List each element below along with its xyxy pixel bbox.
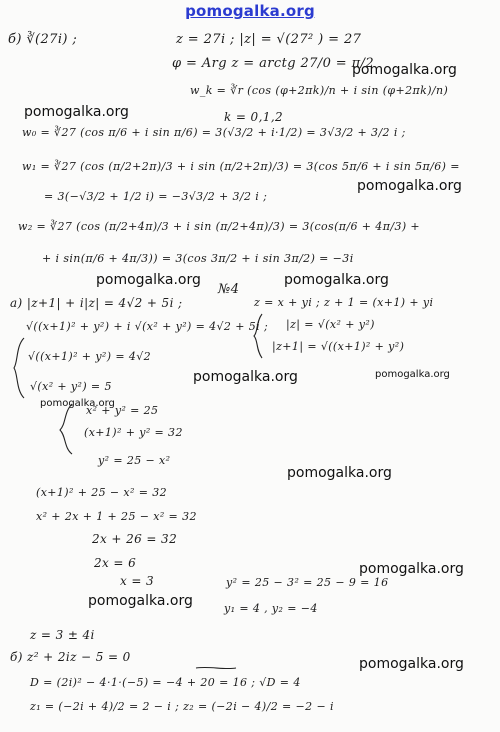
handwritten-line: б) ∛(27i) ;: [8, 32, 78, 47]
underline-stroke: [196, 667, 236, 668]
handwritten-line: б) z² + 2iz − 5 = 0: [10, 650, 131, 664]
handwritten-line: y² = 25 − x²: [98, 454, 171, 467]
handwritten-line: x² + 2x + 1 + 25 − x² = 32: [36, 510, 197, 523]
handwritten-line: w₁ = ∛27 (cos (π/2+2π)/3 + i sin (π/2+2π)/3) = 3(cos 5π/6 + i sin 5π/6) =: [22, 160, 460, 173]
handwritten-line: w₂ = ∛27 (cos (π/2+4π)/3 + i sin (π/2+4π)/3) = 3(cos(π/6 + 4π/3) +: [18, 220, 421, 233]
handwritten-line: (x+1)² + y² = 32: [84, 426, 183, 439]
handwritten-line: k = 0,1,2: [224, 110, 284, 124]
handwritten-line: а) |z+1| + i|z| = 4√2 + 5i ;: [10, 296, 183, 310]
watermark: pomogalka.org: [359, 656, 464, 672]
watermark: pomogalka.org: [359, 561, 464, 577]
watermark: pomogalka.org: [96, 272, 201, 288]
handwritten-line: z₁ = (−2i + 4)/2 = 2 − i ; z₂ = (−2i − 4)/2 = −2 − i: [30, 700, 334, 713]
handwritten-line: √((x+1)² + y²) = 4√2: [28, 350, 152, 363]
watermark: pomogalka.org: [88, 593, 193, 609]
watermark: pomogalka.org: [193, 369, 298, 385]
handwritten-line: y² = 25 − 3² = 25 − 9 = 16: [226, 576, 389, 589]
handwritten-line: φ = Arg z = arctg 27/0 = π/2: [172, 56, 374, 71]
handwritten-line: 2x + 26 = 32: [92, 532, 178, 546]
handwritten-line: y₁ = 4 , y₂ = −4: [224, 602, 318, 615]
site-link[interactable]: pomogalka.org: [185, 2, 315, 20]
system-brace: [60, 404, 72, 454]
watermark: pomogalka.org: [40, 398, 115, 409]
handwritten-line: x² + y² = 25: [86, 404, 159, 417]
watermark: pomogalka.org: [24, 104, 129, 120]
handwritten-line: + i sin(π/6 + 4π/3)) = 3(cos 3π/2 + i sin 3π/2) = −3i: [42, 252, 354, 265]
handwritten-line: w_k = ∛r (cos (φ+2πk)/n + i sin (φ+2πk)/n): [190, 84, 449, 97]
handwritten-line: z = 27i ; |z| = √(27² ) = 27: [176, 32, 362, 47]
handwritten-line: x = 3: [120, 574, 155, 588]
watermark: pomogalka.org: [284, 272, 389, 288]
handwritten-line: z = x + yi ; z + 1 = (x+1) + yi: [254, 296, 434, 309]
watermark: pomogalka.org: [352, 62, 457, 78]
handwritten-line: D = (2i)² − 4·1·(−5) = −4 + 20 = 16 ; √D = 4: [30, 676, 301, 689]
handwritten-line: |z+1| = √((x+1)² + y²): [272, 340, 405, 353]
watermark: pomogalka.org: [287, 465, 392, 481]
handwritten-line: = 3(−√3/2 + 1/2 i) = −3√3/2 + 3/2 i ;: [44, 190, 268, 203]
handwritten-line: √((x+1)² + y²) + i √(x² + y²) = 4√2 + 5i ;: [26, 320, 269, 333]
handwritten-line: №4: [218, 282, 240, 297]
handwritten-line: w₀ = ∛27 (cos π/6 + i sin π/6) = 3(√3/2 + i·1/2) = 3√3/2 + 3/2 i ;: [22, 126, 406, 139]
watermark: pomogalka.org: [357, 178, 462, 194]
system-brace: [14, 338, 24, 398]
handwritten-line: 2x = 6: [94, 556, 137, 570]
handwritten-line: |z| = √(x² + y²): [286, 318, 375, 331]
handwritten-line: z = 3 ± 4i: [30, 628, 95, 642]
watermark: pomogalka.org: [375, 369, 450, 380]
handwritten-line: √(x² + y²) = 5: [30, 380, 112, 393]
handwritten-line: (x+1)² + 25 − x² = 32: [36, 486, 168, 499]
